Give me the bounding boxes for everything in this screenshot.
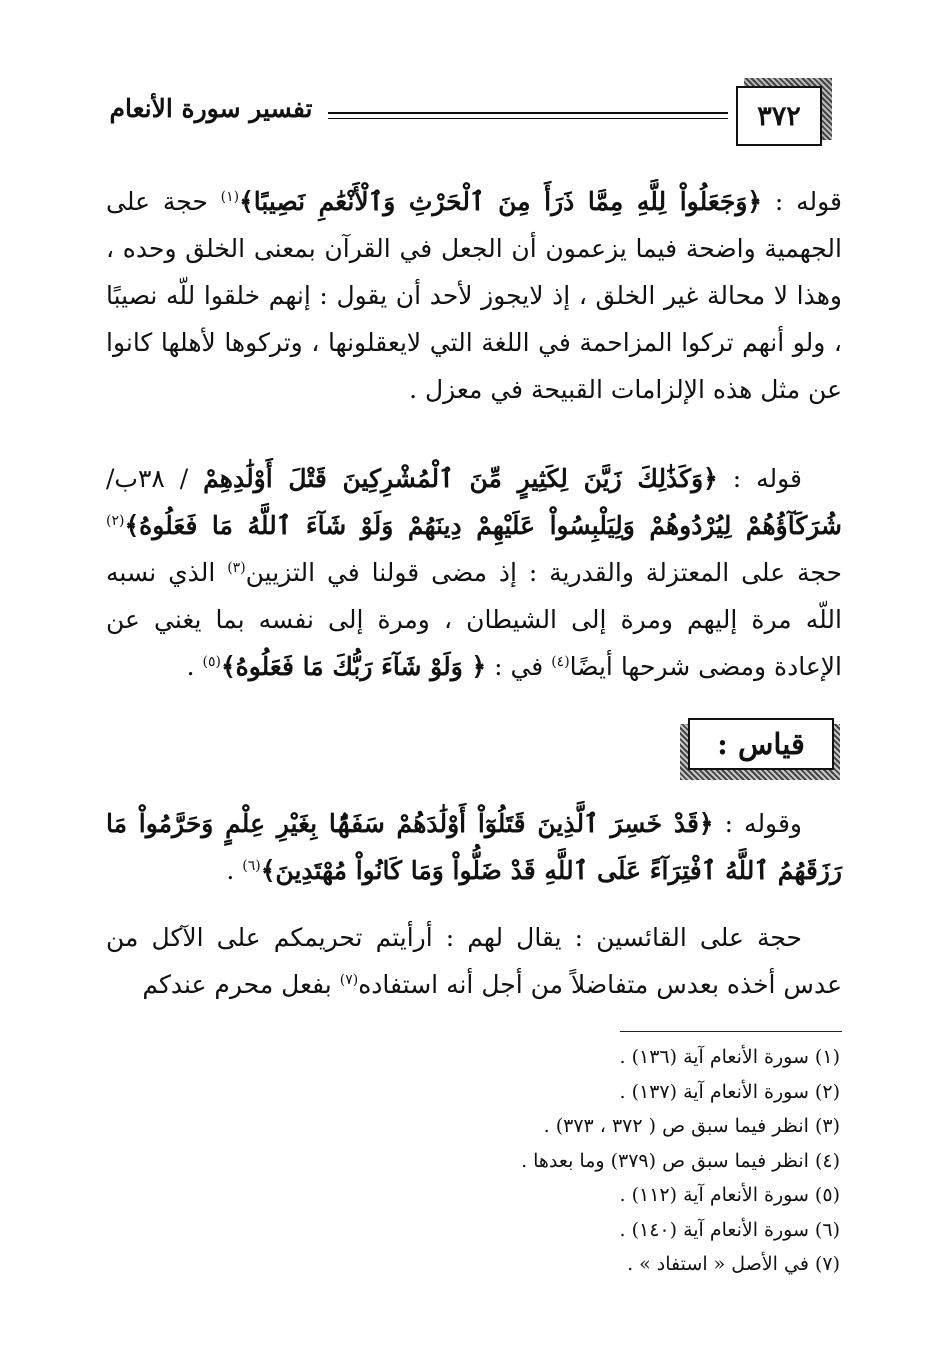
footnote-item: (٣) انظر فيما سبق ص ( ٣٧٢ ، ٣٧٣) . bbox=[543, 1115, 840, 1137]
quran-verse: ﴿وَجَعَلُواْ لِلَّهِ مِمَّا ذَرَأَ مِنَ ٱلْحَرْثِ وَٱلْأَنْعَٰمِ نَصِيبًا﴾ bbox=[239, 187, 763, 216]
body-text: حجة على القائسين : يقال لهم : أرأيتم تحريمكم على الآكل من عدس أخذه بعدس متفاضلاً من أجل أنه استفاده bbox=[106, 923, 842, 999]
paragraph-4 bbox=[106, 914, 842, 1008]
lead-text: قوله : bbox=[717, 464, 802, 493]
footnote-item: (٢) سورة الأنعام آية (١٣٧) . bbox=[619, 1080, 840, 1103]
footnote-ref: (٤) bbox=[551, 654, 570, 670]
body-text: في : bbox=[486, 652, 552, 681]
footnote-ref: (٥) bbox=[202, 654, 221, 670]
footnote-ref: (٧) bbox=[339, 972, 359, 988]
running-title: تفسير سورة الأنعام bbox=[109, 94, 313, 123]
quran-verse-continued: شُرَكَآؤُهُمْ لِيُرْدُوهُمْ وَلِيَلْبِسُواْ عَلَيْهِمْ دِينَهُمْ وَلَوْ شَآءَ ٱللَّهُ مَا فَعَلُوهُ﴾ bbox=[124, 511, 842, 540]
quran-verse: ﴿وَكَذَٰلِكَ زَيَّنَ لِكَثِيرٍ مِّنَ ٱلْمُشْرِكِينَ قَتْلَ أَوْلَٰدِهِمْ bbox=[203, 464, 718, 493]
body-text: . bbox=[226, 856, 243, 885]
body-text: حجة على المعتزلة والقدرية : إذ مضى قولنا في التزيين bbox=[245, 558, 842, 587]
page-number-box bbox=[736, 78, 832, 150]
folio-marker: / ٣٨ب/ bbox=[106, 464, 204, 493]
footnote-item: (٦) سورة الأنعام آية (١٤٠) . bbox=[619, 1218, 840, 1241]
paragraph-3 bbox=[106, 800, 842, 894]
footnotes-list bbox=[300, 1040, 840, 1282]
footnote-ref: (١) bbox=[220, 189, 240, 205]
footnote-item: (١) سورة الأنعام آية (١٣٦) . bbox=[619, 1046, 840, 1068]
lead-text: قوله : bbox=[762, 187, 843, 216]
footnote-item: (٤) انظر فيما سبق ص (٣٧٩) وما بعدها . bbox=[521, 1149, 840, 1172]
page-number: ٣٧٢ bbox=[736, 86, 822, 146]
footnote-rule bbox=[620, 1031, 842, 1032]
footnote-item: (٥) سورة الأنعام آية (١١٢) . bbox=[619, 1184, 840, 1206]
body-text: الذي نسبه اللّه مرة إليهم ومرة إلى الشيطان ، ومرة إلى نفسه بما يغني عن الإعادة ومضى شرحها أيضًا bbox=[106, 558, 842, 681]
body-text: بفعل محرم عندكم bbox=[142, 970, 340, 999]
section-heading: قياس : bbox=[688, 718, 834, 770]
footnote-ref: (٦) bbox=[242, 858, 261, 874]
section-heading-box bbox=[680, 718, 840, 780]
footnote-item: (٧) في الأصل « استفاد » . bbox=[627, 1253, 840, 1275]
quran-verse-short: ﴿ وَلَوْ شَآءَ رَبُّكَ مَا فَعَلُوهُ﴾ bbox=[220, 652, 487, 681]
header-rule bbox=[328, 112, 728, 119]
paragraph-2 bbox=[106, 455, 842, 690]
footnote-ref: (٣) bbox=[227, 560, 246, 576]
footnote-ref: (٢) bbox=[106, 513, 125, 529]
paragraph-1 bbox=[106, 178, 842, 413]
body-text: حجة على الجهمية واضحة فيما يزعمون أن الجعل في القرآن بمعنى الخلق وحده ، وهذا لا محالة غير الخلق ، إذ لايجوز لأحد أن يقول : إنهم خلقوا للّه نصيبًا ، ولو أنهم تركوا المزاحمة في اللغة التي لايعقلونها ، وتركوها لأهلها كانوا عن مثل هذه الإلزامات القبيحة في معزل . bbox=[106, 187, 842, 404]
lead-text: وقوله : bbox=[713, 809, 802, 838]
body-text: . bbox=[186, 652, 203, 681]
quran-verse: ﴿قَدْ خَسِرَ ٱلَّذِينَ قَتَلُوٓاْ أَوْلَٰدَهُمْ سَفَهًۢا بِغَيْرِ عِلْمٍ وَحَرَّمُواْ مَا رَزَقَهُمُ ٱللَّهُ ٱفْتِرَآءً عَلَى ٱللَّهِ قَدْ ضَلُّواْ وَمَا كَانُواْ مُهْتَدِينَ﴾ bbox=[106, 809, 842, 885]
